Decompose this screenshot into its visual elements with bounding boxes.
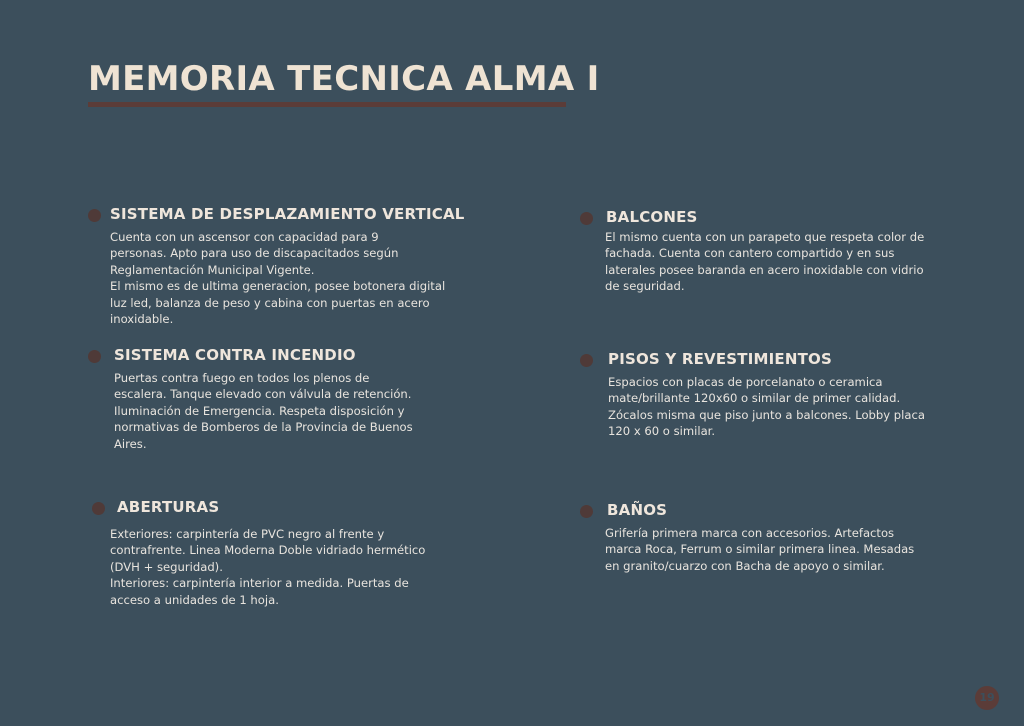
body-line: Reglamentación Municipal Vigente. xyxy=(110,262,315,277)
body-line: escalera. Tanque elevado con válvula de retención. xyxy=(114,387,412,402)
bullet-icon xyxy=(580,505,593,518)
page-number: 19 xyxy=(975,686,999,710)
section-title: BAÑOS xyxy=(607,501,668,519)
body-line: normativas de Bomberos de la Provincia de Buenos xyxy=(114,420,413,435)
body-line: de seguridad. xyxy=(605,279,685,294)
body-line: luz led, balanza de peso y cabina con puertas en acero xyxy=(110,295,430,310)
body-line: personas. Apto para uso de discapacitados según xyxy=(110,246,399,261)
body-line: Aires. xyxy=(114,436,147,451)
body-line: contrafrente. Linea Moderna Doble vidriado hermético xyxy=(110,543,426,558)
body-line: fachada. Cuenta con cantero compartido y en sus xyxy=(605,246,895,261)
section-body xyxy=(605,229,924,295)
body-line: Exteriores: carpintería de PVC negro al frente y xyxy=(110,527,385,541)
body-line: en granito/cuarzo con Bacha de apoyo o similar. xyxy=(605,558,885,573)
body-line: Zócalos misma que piso junto a balcones. Lobby placa xyxy=(608,407,925,422)
body-line: Cuenta con un ascensor con capacidad para 9 xyxy=(110,230,379,244)
section-body xyxy=(605,525,914,574)
section-title: SISTEMA DE DESPLAZAMIENTO VERTICAL xyxy=(110,205,465,223)
body-line: El mismo cuenta con un parapeto que respeta color de xyxy=(605,230,925,244)
body-line: Grifería primera marca con accesorios. Artefactos xyxy=(605,526,895,540)
bullet-icon xyxy=(88,209,101,222)
section-title: PISOS Y REVESTIMIENTOS xyxy=(608,350,833,368)
body-line: Espacios con placas de porcelanato o ceramica xyxy=(608,375,883,389)
body-line: Interiores: carpintería interior a medida. Puertas de xyxy=(110,576,409,591)
section-title: SISTEMA CONTRA INCENDIO xyxy=(114,346,356,364)
title-block xyxy=(88,58,600,107)
section-title: BALCONES xyxy=(606,208,698,226)
bullet-icon xyxy=(580,354,593,367)
section-body xyxy=(608,374,925,440)
body-line: El mismo es de ultima generacion, posee botonera digital xyxy=(110,279,446,294)
body-line: inoxidable. xyxy=(110,312,174,327)
section-body xyxy=(110,526,425,608)
section-body xyxy=(110,229,445,327)
body-line: Puertas contra fuego en todos los plenos de xyxy=(114,371,370,385)
body-line: laterales posee baranda en acero inoxidable con vidrio xyxy=(605,262,924,277)
body-line: acceso a unidades de 1 hoja. xyxy=(110,592,279,607)
page-title: MEMORIA TECNICA ALMA I xyxy=(88,59,600,99)
body-line: (DVH + seguridad). xyxy=(110,559,223,574)
bullet-icon xyxy=(88,350,101,363)
body-line: marca Roca, Ferrum o similar primera linea. Mesadas xyxy=(605,542,915,557)
section-title: ABERTURAS xyxy=(117,498,220,516)
bullet-icon xyxy=(92,502,105,515)
body-line: 120 x 60 o similar. xyxy=(608,424,716,439)
body-line: Iluminación de Emergencia. Respeta disposición y xyxy=(114,403,405,418)
bullet-icon xyxy=(580,212,593,225)
body-line: mate/brillante 120x60 o similar de primer calidad. xyxy=(608,391,901,406)
section-body xyxy=(114,370,413,452)
title-underline xyxy=(88,102,566,107)
